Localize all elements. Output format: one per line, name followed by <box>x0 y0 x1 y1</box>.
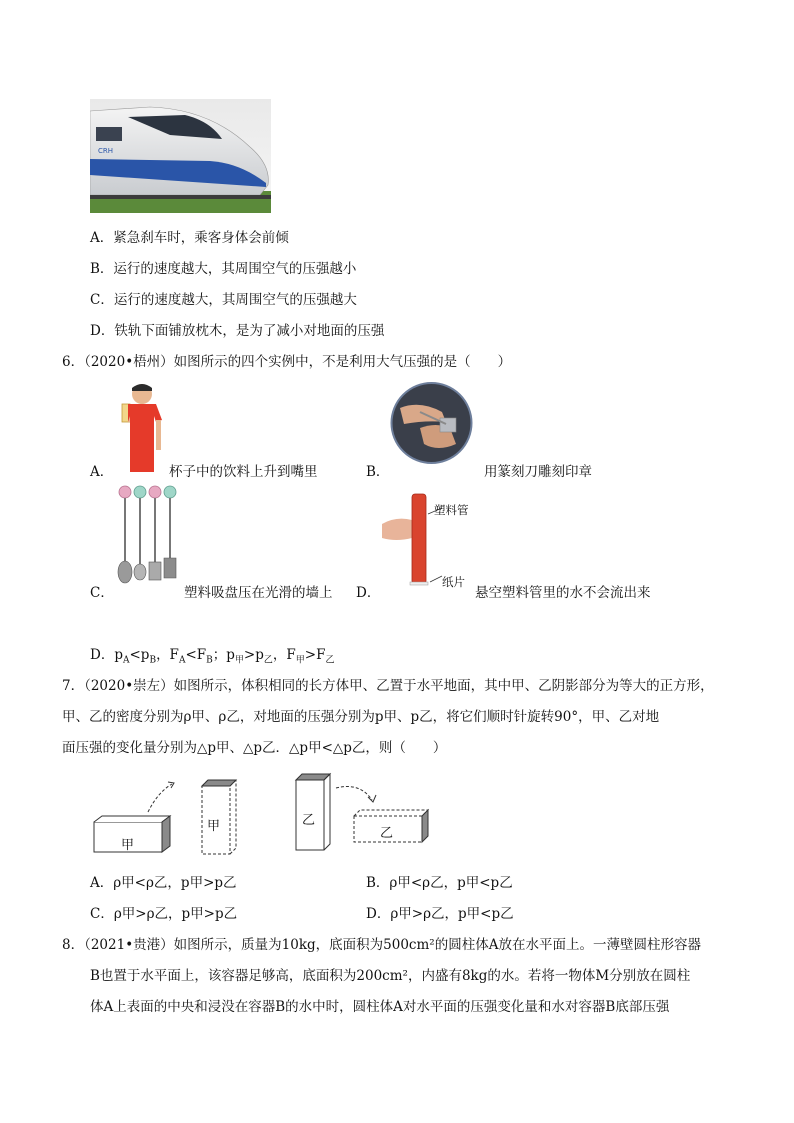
q7-figure <box>90 772 440 858</box>
q7-option-b: B．ρ甲<ρ乙，p甲<p乙 <box>366 875 513 891</box>
seal-carving-image <box>390 382 473 464</box>
q7-line-2: 甲、乙的密度分别为ρ甲、ρ乙，对地面的压强分别为p甲、p乙，将它们顺时针旋转90°，甲、乙对地 <box>62 709 660 725</box>
q8-line-2: B也置于水平面上，该容器足够高，底面积为200cm²，内盛有8kg的水。若将一物体M分别放在圆柱 <box>90 968 691 984</box>
q6-option-b-letter: B． <box>366 464 390 480</box>
q6-option-c-letter: C． <box>90 585 114 601</box>
prev-answer-d: D．$p_A<p_B$，$F_A<F_B$；$p_甲>p_乙$，$F_甲>F_乙$ <box>90 647 335 666</box>
q6-option-c-text: 塑料吸盘压在光滑的墙上 <box>184 585 333 601</box>
suction-hooks-image <box>116 484 182 586</box>
q7-option-c: C．ρ甲>ρ乙，p甲>p乙 <box>90 906 238 922</box>
q7-option-d: D．ρ甲>ρ乙，p甲<p乙 <box>366 906 514 922</box>
boy-drinking-image <box>118 382 164 472</box>
q6-option-a-letter: A． <box>90 464 114 480</box>
q7-line-3: 面压强的变化量分别为△p甲、△p乙．△p甲<△p乙，则（ ） <box>62 740 447 756</box>
q8-line-3: 体A上表面的中央和浸没在容器B的水中时，圆柱体A对水平面的压强变化量和水对容器B底部压强 <box>90 999 670 1015</box>
fig-label-jia-2: 甲 <box>207 819 221 834</box>
fig-label-jia-1: 甲 <box>121 838 135 853</box>
train-image <box>90 99 271 213</box>
q7-line-1: 7．（2020•崇左）如图所示，体积相同的长方体甲、乙置于水平地面，其中甲、乙阴影部分为等大的正方形， <box>62 678 714 694</box>
q6-option-a-text: 杯子中的饮料上升到嘴里 <box>169 464 318 480</box>
fig-label-yi-2: 乙 <box>380 826 394 841</box>
q6-option-d-text: 悬空塑料管里的水不会流出来 <box>475 585 651 601</box>
q6-option-b-text: 用篆刻刀雕刻印章 <box>484 464 592 480</box>
q6-stem: 6．（2020•梧州）如图所示的四个实例中，不是利用大气压强的是（ ） <box>62 354 512 370</box>
svg-text:CRH: CRH <box>98 147 114 155</box>
q8-line-1: 8．（2021•贵港）如图所示，质量为10kg，底面积为500cm²的圆柱体A放在水平面上。一薄壁圆柱形容器 <box>62 937 701 953</box>
q6-option-d-letter: D． <box>356 585 381 601</box>
label-tube: 塑料管 <box>434 503 469 517</box>
q5-option-b: B．运行的速度越大，其周围空气的压强越小 <box>90 261 357 277</box>
label-paper: 纸片 <box>442 575 465 589</box>
q5-option-d: D．铁轨下面铺放枕木，是为了减小对地面的压强 <box>90 323 385 339</box>
q7-option-a: A．ρ甲<ρ乙，p甲>p乙 <box>90 875 237 891</box>
q5-option-a: A．紧急刹车时，乘客身体会前倾 <box>90 230 289 246</box>
fig-label-yi-1: 乙 <box>302 813 316 828</box>
q5-option-c: C．运行的速度越大，其周围空气的压强越大 <box>90 292 357 308</box>
